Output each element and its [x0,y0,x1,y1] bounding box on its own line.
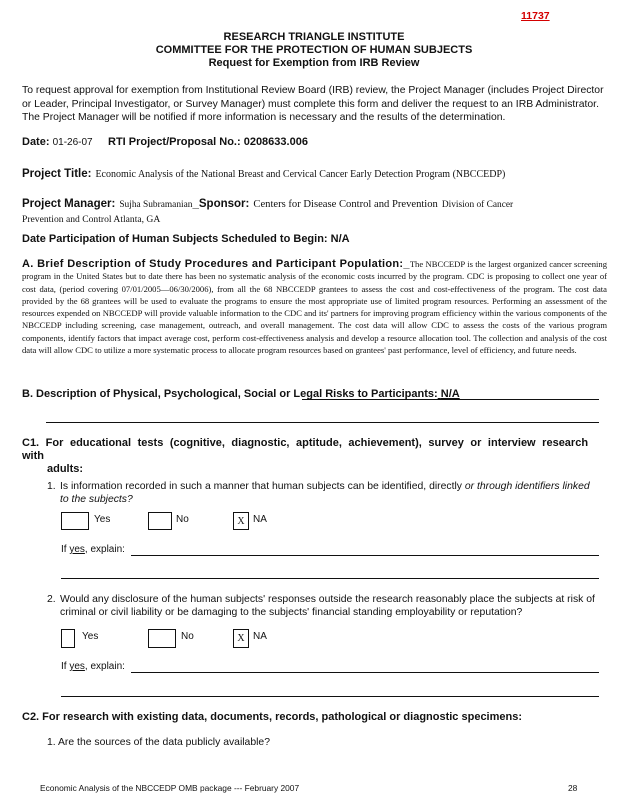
c1-q1-text-italic: or through identifiers linked to the subjects? [60,481,590,505]
section-c1-label-cont: adults: [47,463,84,475]
c1-q2-explain-label: If yes, explain: [61,661,125,672]
participation-value: N/A [330,233,350,245]
c1-q2-yes-checkbox[interactable] [61,629,75,648]
section-a-text: The NBCCEDP is the largest organized cancer screening program in the United States but to date there has been no systematic analysis of the economic costs incurred by the program. CDC is proposing to collect one year of cost data, (period covering 07/01/2005—06/30/2006), from all the 68 NBCCEDP grantees to assess the cost and cost-effectiveness of the program. The cost data provided by the 68 grantees will be used to evaluate the programs to ensure the most appropriate use of limited program resources. Performing an assessment of the resources expended on NBCCEDP will provide valuable information to the CDC and its' partners for improving program efficiency within the various components of the NBCCEDP including screening, case management, outreach, and overall management. The cost data will allow CDC to assess the costs of the various program components, identify factors that impact average cost, perform cost-effectiveness analysis and develop a resource allocation tool. The collection and analysis of the cost data will allow CDC to utilize a more systematic process to allocate program resources based on grantees' past performance, level of efficiency, and future needs. [22,259,607,356]
c1-q1-na-checkbox[interactable]: X [233,512,249,530]
section-a-label: A. Brief Description of Study Procedures and Participant Population: [22,258,404,270]
participation-date-field [22,233,350,245]
section-c1-label: C1. For educational tests (cognitive, diagnostic, aptitude, achievement), survey or interview research with [22,437,589,462]
c1-q2-yes-label: Yes [82,631,99,642]
c2-question-1 [47,736,270,749]
c1-question-2 [47,593,600,619]
c1-q2-text: Would any disclosure of the human subjects' responses outside the research reasonably place the subjects at risk of criminal or civil liability or be damaging to the subjects' financial standing employability or reputation? [60,594,595,618]
institute-name: RESEARCH TRIANGLE INSTITUTE [223,31,405,43]
c1-q2-na-label: NA [253,631,267,642]
form-title: Request for Exemption from IRB Review [208,57,420,69]
proposal-label: RTI Project/Proposal No.: [108,136,241,148]
date-value: 01-26-07 [52,137,93,148]
c1-q1-no-checkbox[interactable] [148,512,172,530]
c2-q1-number: 1. [47,737,56,748]
section-b-value: N/A [440,388,460,400]
c1-q1-yes-label: Yes [94,514,111,525]
section-b-label: B. Description of Physical, Psychological, Social or Legal Risks to Participants: [22,388,438,400]
c1-question-1 [47,480,600,506]
proposal-value: 0208633.006 [243,136,308,148]
c1-q2-no-checkbox[interactable] [148,629,176,648]
project-title-label: Project Title: [22,168,92,180]
sponsor-value-line2: Prevention and Control Atlanta, GA [22,214,161,225]
c1-q1-explain-line-2[interactable] [61,578,599,579]
page-number: 28 [568,783,578,793]
c1-q1-number: 1. [47,481,56,492]
c1-q1-text: Is information recorded in such a manner that human subjects can be identified, directly [60,481,465,492]
c1-q2-no-label: No [181,631,194,642]
sponsor-value-division: Division of Cancer [441,200,514,210]
c1-q1-no-label: No [176,514,189,525]
c1-q2-number: 2. [47,594,56,605]
project-manager-field: Project Manager: Sujha Subramanian_Sponsor: Centers for Disease Control and Prevention Division of Cancer [22,198,514,210]
intro-paragraph: To request approval for exemption from Institutional Review Board (IRB) review, the Project Manager (includes Project Director or Leader, Principal Investigator, or Survey Manager) must complete this form and deliver the request to an IRB Administrator. The Project Manager will be notified if more information is necessary and the results of the determination. [22,85,604,123]
project-manager-value: Sujha Subramanian [119,200,193,210]
committee-name: COMMITTEE FOR THE PROTECTION OF HUMAN SUBJECTS [155,44,473,56]
c1-q1-na-label: NA [253,514,267,525]
project-title-value: Economic Analysis of the National Breast and Cervical Cancer Early Detection Program (NBCCEDP) [95,169,506,180]
c1-q1-explain-label: If yes, explain: [61,544,125,555]
c1-q2-na-checkbox[interactable]: X [233,629,249,648]
proposal-number-field [108,136,308,148]
c2-q1-text: Are the sources of the data publicly available? [58,737,270,748]
section-c2-heading: C2. For research with existing data, documents, records, pathological or diagnostic specimens: [22,711,523,723]
c1-q1-explain-line-1[interactable] [131,555,599,556]
sponsor-label: Sponsor: [198,198,250,210]
document-number: 11737 [521,10,550,22]
c1-q1-yes-checkbox[interactable] [61,512,89,530]
footer-text: Economic Analysis of the NBCCEDP OMB package --- February 2007 [40,783,300,793]
project-title-field [22,164,505,182]
section-c1-heading [22,437,607,476]
date-label: Date: [22,136,50,148]
c1-q2-explain-line-2[interactable] [61,696,599,697]
c1-q2-explain-line-1[interactable] [131,672,599,673]
project-manager-label: Project Manager: [22,198,116,210]
date-field [22,136,93,148]
section-b-answer-line-1 [302,399,599,400]
section-b-answer-line-2[interactable] [46,422,599,423]
section-a: A. Brief Description of Study Procedures and Participant Population:_The NBCCEDP is the largest organized cancer screening program in the United States but to date there has been no systematic analysis of the economic costs incurred by the program. CDC is proposing to collect one year of cost data, (period covering 07/01/2005—06/30/2006), from all the 68 NBCCEDP grantees to assess the cost and cost-effectiveness of the program. The cost data provided by the 68 grantees will be used to evaluate the programs to ensure the most appropriate use of limited program resources. Performing an assessment of the resources expended on NBCCEDP will provide valuable information to the CDC and its' partners for improving program efficiency within the various components of the NBCCEDP including screening, case management, outreach, and overall management. The cost data will allow CDC to assess the costs of the various program components, identify factors that impact average cost, perform cost-effectiveness analysis and develop a resource allocation tool. The collection and analysis of the cost data will allow CDC to utilize a more systematic process to allocate program resources based on grantees' past performance, level of efficiency, and future needs. [22,258,607,356]
sponsor-value: Centers for Disease Control and Prevention [253,199,438,210]
participation-label: Date Participation of Human Subjects Scheduled to Begin: [22,233,328,245]
